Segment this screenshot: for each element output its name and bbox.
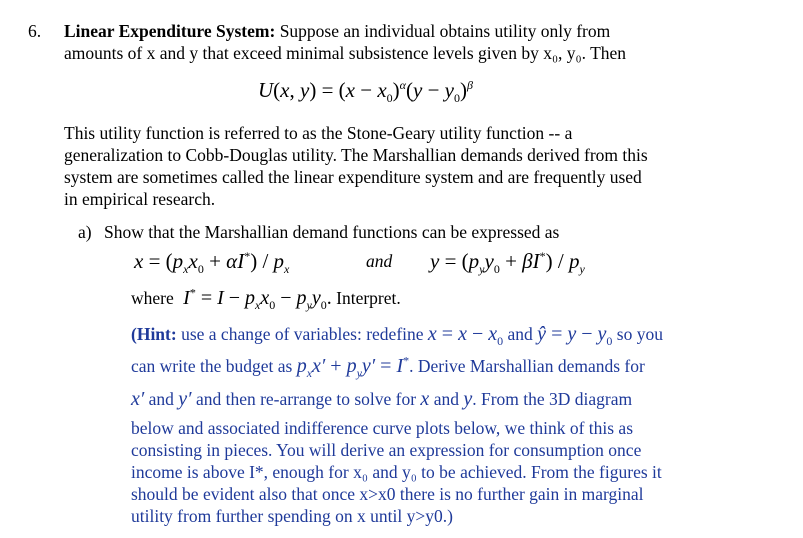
paragraph-line: system are sometimes called the linear expenditure system and are frequently used [64,167,642,187]
part-a-prompt: Show that the Marshallian demand functions can be expressed as [104,222,560,242]
interpret-word: Interpret. [336,288,401,308]
hint-var-y: ŷ = $y - y_0$ [537,323,613,348]
paragraph-line: This utility function is referred to as the Stone-Geary utility function -- a [64,123,573,143]
hint-line-3 [131,389,632,409]
and-word: and [366,251,393,271]
problem-title: Linear Expenditure System: [64,21,276,41]
income-definition: $I^* = I - p_xx_0 - p_yy_0$. [178,285,332,312]
hint-budget: $p_xx' + p_yy' = I^*$ [296,353,410,380]
hint-text: use a change of variables: redefine [176,324,428,344]
hint-text: and [429,389,464,409]
hint-line: income is above I*, enough for x₀ and y₀ to be achieved. From the figures it [131,462,662,482]
hint-line: should be evident also that once x>x0 there is no further gain in marginal [131,484,644,504]
utility-equation: U(x, $y) = (x - x_0)^\alpha(y - y_0)^\beta$ [258,78,473,106]
hint-text: can write the budget as [131,356,297,376]
hint-x-prime: x′ [131,388,145,410]
paragraph-line: generalization to Cobb-Douglas utility. The Marshallian demands derived from this [64,145,648,165]
where-word: where [131,288,174,308]
hint-line-2 [131,353,645,380]
hint-line: utility from further spending on x until y>y0.) [131,506,453,526]
hint-line-1 [131,323,663,348]
demand-x-equation: $x = (p_xx_0 + \alpha I^*) / p_x$ [134,249,290,277]
hint-text: and [503,324,538,344]
hint-label: (Hint: [131,324,177,344]
hint-text: . From the 3D diagram [472,389,633,409]
demand-y-equation: $y = (p_yy_0 + \beta I^*) / p_y$ [430,249,585,277]
part-a-label: a) [78,222,92,242]
problem-number: 6. [28,21,42,41]
hint-y: y [463,388,473,410]
intro-line-1: Suppose an individual obtains utility only from [275,21,611,41]
problem-heading-line [64,21,610,41]
hint-text: and then re-arrange to solve for [191,389,421,409]
hint-var-x: $x = x - x_0$ [427,323,504,348]
hint-text: so you [612,324,663,344]
hint-x: x [420,388,430,410]
hint-line: consisting in pieces. You will derive an expression for consumption once [131,440,642,460]
hint-text: . Derive Marshallian demands for [409,356,645,376]
hint-line: below and associated indifference curve plots below, we think of this as [131,418,634,438]
hint-text: and [144,389,179,409]
hint-y-prime: y′ [178,388,192,410]
paragraph-line: in empirical research. [64,189,216,209]
intro-line-2: amounts of x and y that exceed minimal subsistence levels given by x₀, y₀. Then [64,43,627,63]
where-line [131,285,401,312]
